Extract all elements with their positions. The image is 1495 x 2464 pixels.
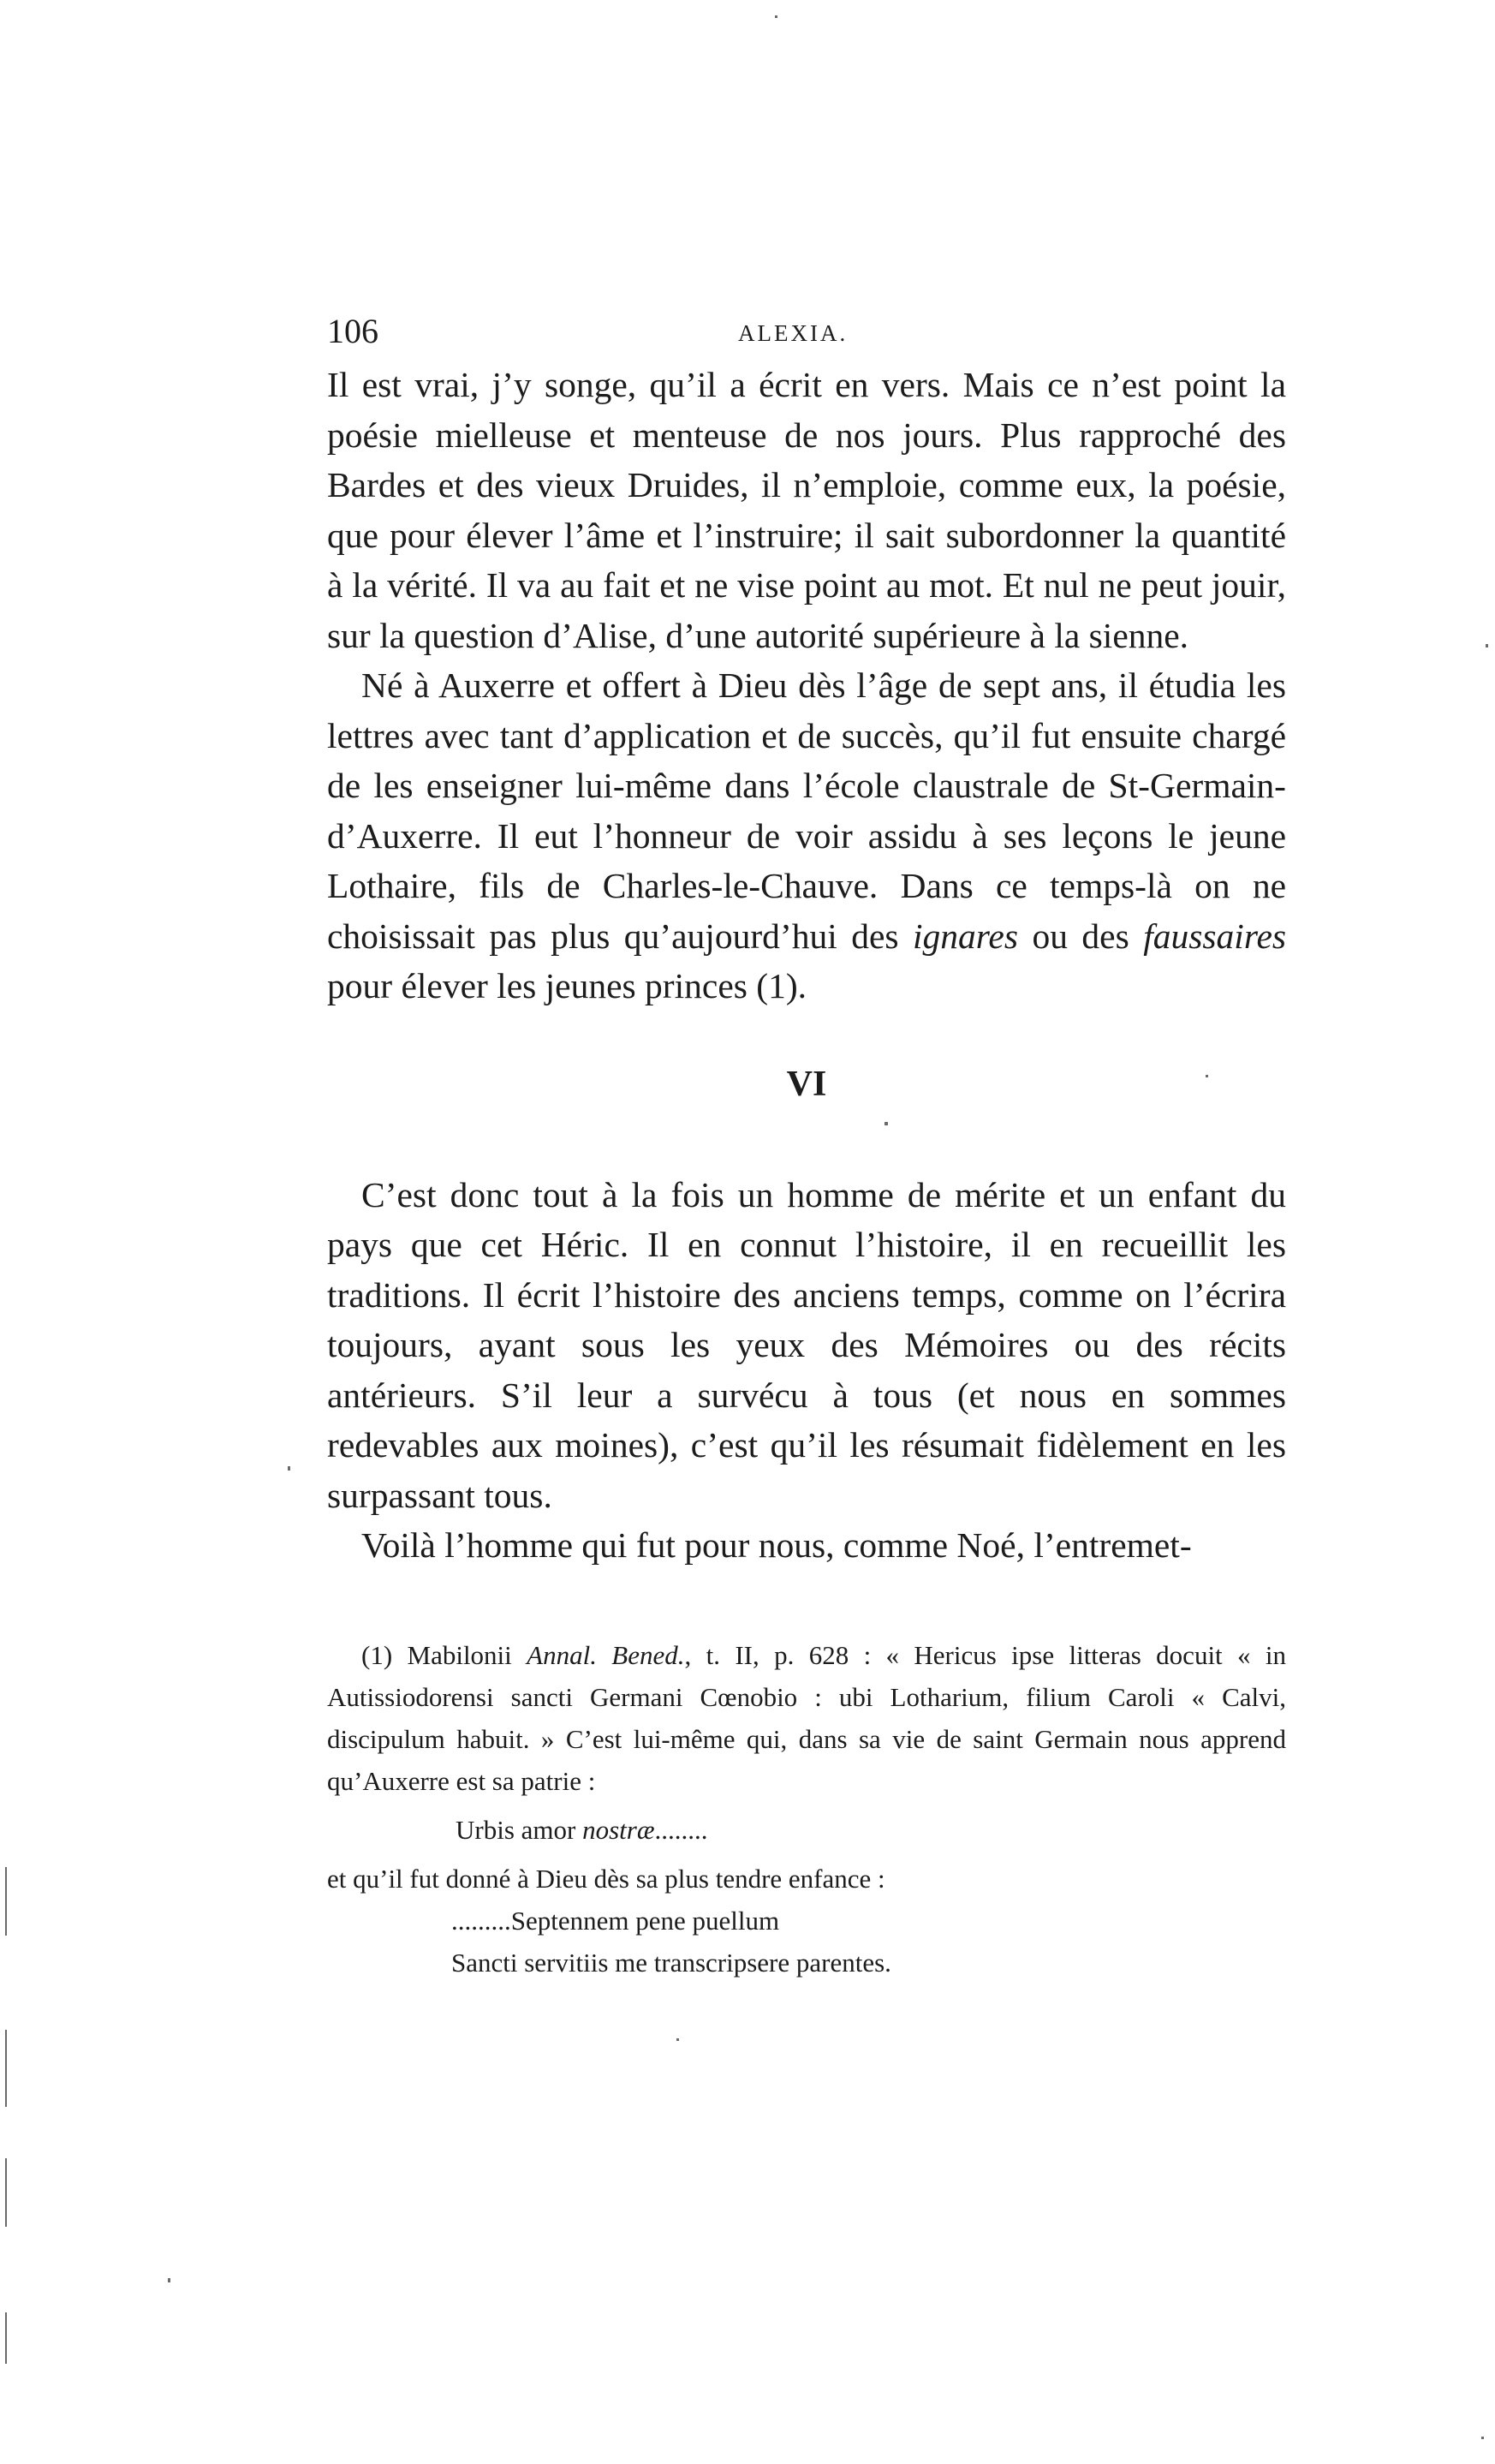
footnote-continuation: et qu’il fut donné à Dieu dès sa plus tendre enfance : [327, 1864, 885, 1894]
footnote-verse-3: Sancti servitiis me transcripsere parentes. [451, 1948, 891, 1978]
scan-line [5, 2312, 7, 2364]
footnote-1 [327, 1634, 1286, 1802]
scan-line [5, 2158, 7, 2227]
scan-speck [1486, 644, 1488, 647]
scan-speck [676, 2038, 679, 2041]
italic-word-ignares: ignares [913, 916, 1018, 956]
section-heading: VI [786, 1064, 827, 1104]
scan-speck [775, 15, 777, 18]
running-title: ALEXIA. [738, 320, 849, 346]
scan-line [5, 2030, 7, 2107]
paragraph-2-end: pour élever les jeunes princes (1). [327, 966, 807, 1005]
paragraph-4: Voilà l’homme qui fut pour nous, comme Noé, l’entremet- [361, 1525, 1192, 1565]
page-number: 106 [327, 312, 378, 350]
scan-speck [168, 2278, 170, 2282]
scan-speck [288, 1466, 290, 1471]
paragraph-2 [327, 660, 1286, 1011]
scan-speck [884, 1122, 888, 1125]
footnote [327, 1634, 1286, 1984]
footnote-verse-block [327, 1900, 1286, 1984]
running-head [327, 310, 1286, 353]
verse-1-italic: nostræ [582, 1815, 655, 1845]
body-text [327, 360, 1286, 1571]
paragraph-2-connector: ou des [1017, 916, 1144, 956]
footnote-verse-2: .........Septennem pene puellum [451, 1906, 780, 1936]
verse-1-start: Urbis amor [456, 1815, 583, 1845]
italic-word-faussaires: faussaires [1143, 916, 1287, 956]
paragraph-3: C’est donc tout à la fois un homme de mérite et un enfant du pays que cet Héric. Il en connut l’histoire, il en recueillit les traditions. Il écrit l’histoire des anciens temps, comme on l’écrira toujours, ayant sous les yeux des Mémoires ou des récits antérieurs. S’il leur a survécu à tous (et nous en sommes redevables aux moines), c’est qu’il les résumait fidèlement en les surpassant tous. [327, 1174, 1286, 1515]
footnote-1-italic: Annal. Bened. [527, 1640, 685, 1670]
footnote-1-rest: , t. II, p. 628 : « Hericus ipse litteras docuit « in Autissiodorensi sancti Germani Cœnobio : ubi Lotharium, filium Caroli « Calvi, discipulum habuit. » C’est lui-même qui, dans sa vie de saint Germain nous apprend qu’Auxerre est sa patrie : [327, 1640, 1286, 1796]
scan-line [5, 1867, 7, 1936]
scan-speck [1206, 1075, 1208, 1077]
footnote-1-start: (1) Mabilonii [361, 1640, 527, 1670]
paragraph-1: Il est vrai, j’y songe, qu’il a écrit en vers. Mais ce n’est point la poésie mielleuse et menteuse de nos jours. Plus rapproché des Bardes et des vieux Druides, il n’emploie, comme eux, la poésie, que pour élever l’âme et l’instruire; il sait subordonner la quantité à la vérité. Il va au fait et ne vise point au mot. Et nul ne peut jouir, sur la question d’Alise, d’une autorité supérieure à la sienne. [327, 365, 1286, 655]
scan-speck [1481, 2437, 1484, 2439]
verse-1-end: ........ [654, 1815, 708, 1845]
paragraph-2-text: Né à Auxerre et offert à Dieu dès l’âge de sept ans, il étudia les lettres avec tant d’application et de succès, qu’il fut ensuite chargé de les enseigner lui-même dans l’école claustrale de St-Germain-d’Auxerre. Il eut l’honneur de voir assidu à ses leçons le jeune Lothaire, fils de Charles-le-Chauve. Dans ce temps-là on ne choisissait pas plus qu’aujourd’hui des [327, 665, 1286, 956]
footnote-verse-1 [327, 1809, 1286, 1851]
